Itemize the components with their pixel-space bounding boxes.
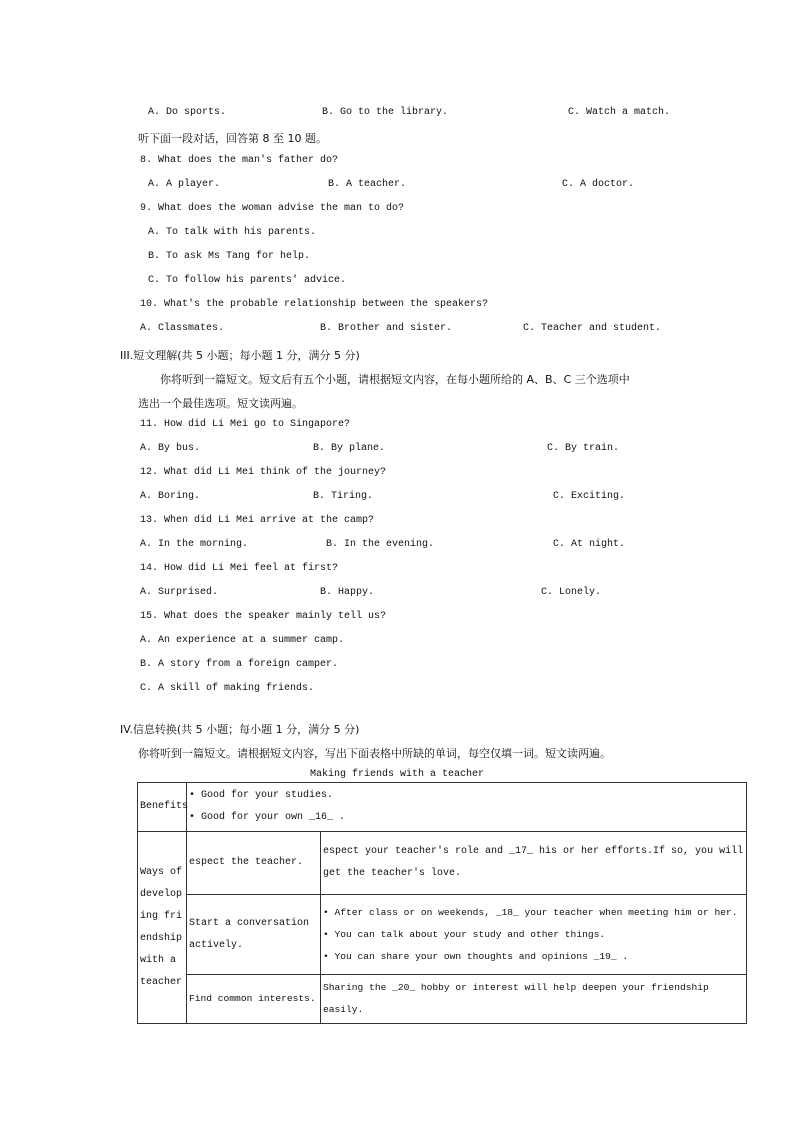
section-3-instruction-line2: 选出一个最佳选项。短文读两遍。: [138, 397, 303, 410]
way-cell: espect the teacher.: [187, 832, 321, 895]
q7-option-c: C. Watch a match.: [568, 107, 671, 118]
info-table: [137, 782, 747, 1024]
q10-option-a: A. Classmates.: [140, 323, 225, 334]
q9-option-c: C. To follow his parents' advice.: [148, 275, 347, 286]
q15-option-b: B. A story from a foreign camper.: [140, 659, 339, 670]
table-row-benefits: [138, 783, 747, 832]
q11-question: 11. How did Li Mei go to Singapore?: [140, 419, 351, 430]
section-3-instruction-line1: 你将听到一篇短文。短文后有五个小题，请根据短文内容，在每小题所给的 A、B、C 三个选项中: [160, 373, 630, 386]
q8-option-a: A. A player.: [148, 179, 221, 190]
q13-option-a: A. In the morning.: [140, 539, 249, 550]
benefits-cell: [187, 783, 747, 832]
q10-option-b: B. Brother and sister.: [320, 323, 453, 334]
table-row: [138, 895, 747, 975]
q9-option-b: B. To ask Ms Tang for help.: [148, 251, 311, 262]
q9-question: 9. What does the woman advise the man to do?: [140, 203, 405, 214]
table-caption: Making friends with a teacher: [310, 769, 485, 780]
section-4-instruction: 你将听到一篇短文。请根据短文内容，写出下面表格中所缺的单词，每空仅填一词。短文读两遍。: [138, 747, 611, 760]
q13-question: 13. When did Li Mei arrive at the camp?: [140, 515, 375, 526]
table-row: [138, 832, 747, 895]
q13-option-c: C. At night.: [553, 539, 626, 550]
q11-option-a: A. By bus.: [140, 443, 201, 454]
detail-cell: espect your teacher's role and _17_ his or her efforts.If so, you will get the teacher's love.: [321, 832, 747, 895]
q11-option-c: C. By train.: [547, 443, 620, 454]
q8-option-b: B. A teacher.: [328, 179, 407, 190]
q15-option-c: C. A skill of making friends.: [140, 683, 315, 694]
detail-cell: [321, 895, 747, 975]
dialogue-instruction: 听下面一段对话，回答第 8 至 10 题。: [138, 132, 327, 145]
q14-option-a: A. Surprised.: [140, 587, 219, 598]
table-row: [138, 975, 747, 1024]
detail-bullet: • After class or on weekends, _18_ your teacher when meeting him or her.: [323, 906, 738, 918]
detail-bullet: • You can talk about your study and other things.: [323, 928, 606, 940]
q15-question: 15. What does the speaker mainly tell us?: [140, 611, 387, 622]
q12-option-b: B. Tiring.: [313, 491, 374, 502]
q10-option-c: C. Teacher and student.: [523, 323, 662, 334]
q14-option-b: B. Happy.: [320, 587, 375, 598]
q15-option-a: A. An experience at a summer camp.: [140, 635, 345, 646]
benefit-item: • Good for your own _16_ .: [189, 812, 346, 823]
way-cell: Start a conversation actively.: [187, 895, 321, 975]
q14-question: 14. How did Li Mei feel at first?: [140, 563, 339, 574]
q9-option-a: A. To talk with his parents.: [148, 227, 317, 238]
q12-question: 12. What did Li Mei think of the journey?: [140, 467, 387, 478]
q10-question: 10. What's the probable relationship between the speakers?: [140, 299, 489, 310]
q11-option-b: B. By plane.: [313, 443, 386, 454]
section-4-heading: IV.信息转换(共 5 小题；每小题 1 分，满分 5 分): [120, 723, 360, 736]
ways-label: Ways of developing friendship with a teacher: [138, 832, 187, 1024]
q14-option-c: C. Lonely.: [541, 587, 602, 598]
q13-option-b: B. In the evening.: [326, 539, 435, 550]
q8-question: 8. What does the man's father do?: [140, 155, 339, 166]
q12-option-c: C. Exciting.: [553, 491, 626, 502]
q12-option-a: A. Boring.: [140, 491, 201, 502]
q7-option-b: B. Go to the library.: [322, 107, 449, 118]
q8-option-c: C. A doctor.: [562, 179, 635, 190]
way-cell: Find common interests.: [187, 975, 321, 1024]
detail-bullet: • You can share your own thoughts and opinions _19_ .: [323, 950, 629, 962]
section-3-heading: III.短文理解(共 5 小题；每小题 1 分，满分 5 分): [120, 349, 360, 362]
detail-cell: Sharing the _20_ hobby or interest will help deepen your friendship easily.: [321, 975, 747, 1024]
benefits-label: Benefits: [138, 783, 187, 832]
benefit-item: • Good for your studies.: [189, 790, 334, 801]
q7-option-a: A. Do sports.: [148, 107, 227, 118]
